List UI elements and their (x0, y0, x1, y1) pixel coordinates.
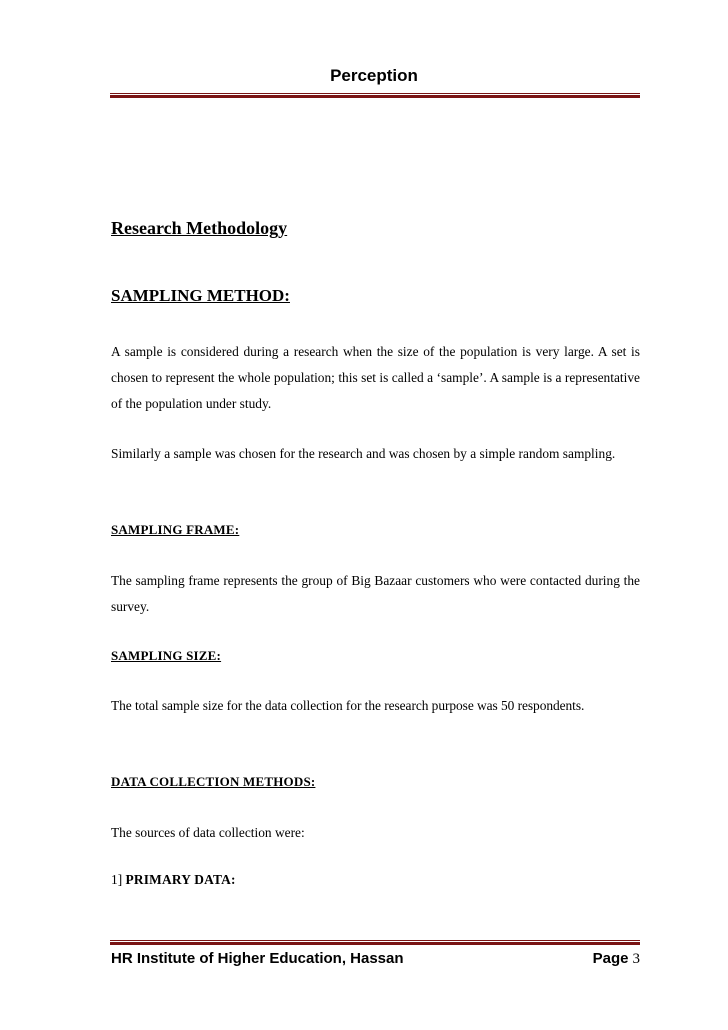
sampling-frame-paragraph: The sampling frame represents the group of Big Bazaar customers who were contacted during the survey. (111, 573, 640, 614)
sampling-frame-heading: SAMPLING FRAME: (111, 522, 240, 537)
sampling-size-heading: SAMPLING SIZE: (111, 648, 222, 663)
sampling-size-paragraph: The total sample size for the data collection for the research purpose was 50 respondents. (111, 698, 585, 713)
header-rule (110, 93, 640, 98)
footer-institution: HR Institute of Higher Education, Hassan (111, 950, 404, 967)
list-item-primary-data (111, 872, 236, 888)
sampling-method-paragraph-1: A sample is considered during a research when the size of the population is very large. A set is chosen to represent the whole population; this set is called a ‘sample’. A sample is a representative of the population under study. (111, 344, 640, 411)
sampling-method-paragraph-2: Similarly a sample was chosen for the research and was chosen by a simple random sampling. (111, 446, 616, 461)
footer-page-label: Page (592, 950, 629, 967)
page-header-title: Perception (330, 66, 418, 85)
list-item-number: 1] (111, 872, 123, 887)
data-collection-paragraph: The sources of data collection were: (111, 825, 305, 840)
list-item-label: PRIMARY DATA: (125, 872, 236, 887)
data-collection-heading: DATA COLLECTION METHODS: (111, 774, 316, 789)
footer-page-number: 3 (632, 951, 640, 967)
main-heading: Research Methodology (111, 218, 288, 238)
footer-rule (110, 940, 640, 945)
sampling-method-heading: SAMPLING METHOD: (111, 286, 290, 305)
footer-page-indicator (593, 950, 640, 968)
